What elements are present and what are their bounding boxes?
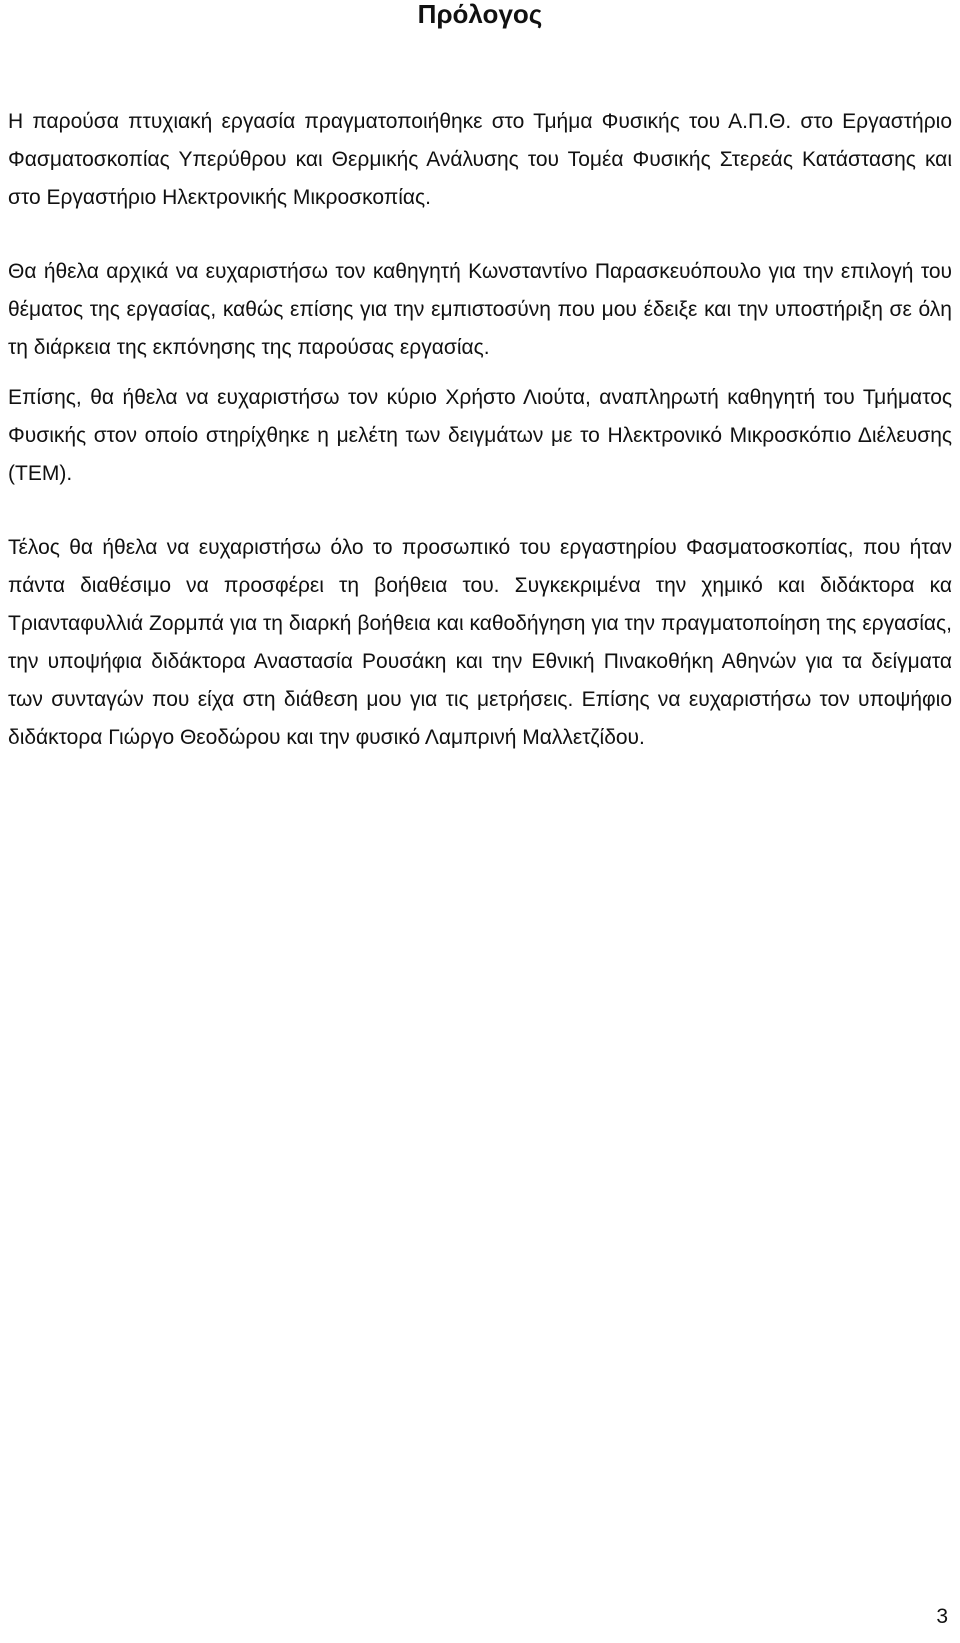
paragraph-thanks-lab-staff: Τέλος θα ήθελα να ευχαριστήσω όλο το προσωπικό του εργαστηρίου Φασματοσκοπίας, που ήταν πάντα διαθέσιμο να προσφέρει τη βοήθεια του. Συγκεκριμένα την χημικό και διδάκτορα κα Τριανταφυλλιά Ζορμπά για τη διαρκή βοήθεια και καθοδήγηση για την πραγματοποίηση της εργασίας, την υποψήφια διδάκτορα Αναστασία Ρουσάκη και την Εθνική Πινακοθήκη Αθηνών για τα δείγματα των συνταγών που είχα στη διάθεση μου για τις μετρήσεις. Επίσης να ευχαριστήσω τον υποψήφιο διδάκτορα Γιώργο Θεοδώρου και την φυσικό Λαμπρινή Μαλλετζίδου.: [8, 536, 952, 749]
paragraph-thesis-location: Η παρούσα πτυχιακή εργασία πραγματοποιήθηκε στο Τμήμα Φυσικής του Α.Π.Θ. στο Εργαστήριο Φασματοσκοπίας Υπερύθρου και Θερμικής Ανάλυσης του Τομέα Φυσικής Στερεάς Κατάστασης και στο Εργαστήριο Ηλεκτρονικής Μικροσκοπίας.: [8, 110, 952, 209]
page-title: Πρόλογος: [417, 0, 543, 29]
page-number: 3: [936, 1605, 948, 1628]
paragraph-thanks-supervisor: Θα ήθελα αρχικά να ευχαριστήσω τον καθηγητή Κωνσταντίνο Παρασκευόπουλο για την επιλογή του θέματος της εργασίας, καθώς επίσης για την εμπιστοσύνη που μου έδειξε και την υποστήριξη σε όλη τη διάρκεια της εκπόνησης της παρούσας εργασίας.: [8, 260, 952, 359]
paragraph-thanks-tem: Επίσης, θα ήθελα να ευχαριστήσω τον κύριο Χρήστο Λιούτα, αναπληρωτή καθηγητή του Τμήματος Φυσικής στον οποίο στηρίχθηκε η μελέτη των δειγμάτων με το Ηλεκτρονικό Μικροσκόπιο Διέλευσης (ΤΕΜ).: [8, 386, 952, 485]
